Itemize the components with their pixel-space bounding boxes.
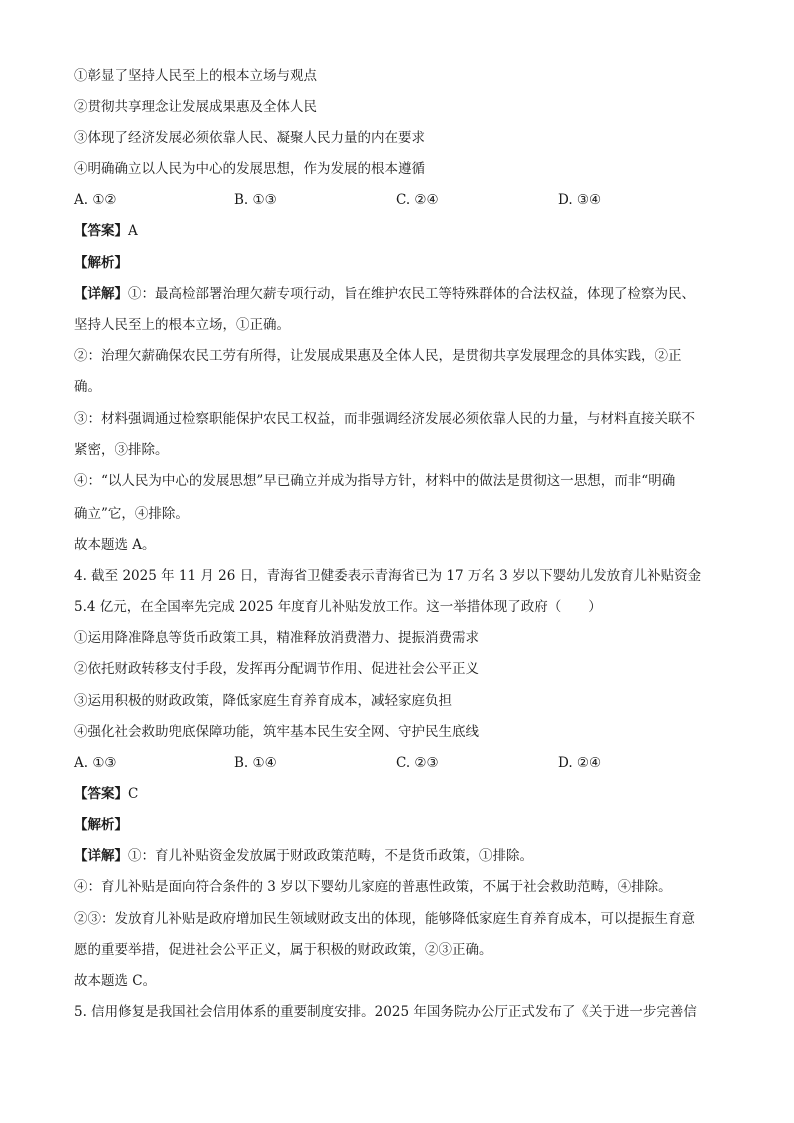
answer-value: C [128,786,139,802]
option-d: D. ②④ [558,755,602,771]
statement-3: ③运用积极的财政政策，降低家庭生育养育成本，减轻家庭负担 [74,693,452,709]
detail-text: ①：最高检部署治理欠薪专项行动，旨在维护农民工等特殊群体的合法权益，体现了检察为民、 [128,286,695,302]
detail-text: ③：材料强调通过检察职能保护农民工权益，而非强调经济发展必须依靠人民的力量，与材料直接关联不 [74,411,695,427]
conclusion: 故本题选 A。 [74,537,156,553]
statement-1: ①彰显了坚持人民至上的根本立场与观点 [74,68,317,84]
statement-4: ④强化社会救助兜底保障功能，筑牢基本民生安全网、守护民生底线 [74,724,479,740]
detail-text: 紧密，③排除。 [74,442,169,458]
detail-text: 坚持人民至上的根本立场，①正确。 [74,317,290,333]
question-stem: 5. 信用修复是我国社会信用体系的重要制度安排。2025 年国务院办公厅正式发布了《关于进一步完善信 [74,1004,697,1020]
answer-value: A [128,223,138,239]
statement-2: ②依托财政转移支付手段，发挥再分配调节作用、促进社会公平正义 [74,661,479,677]
detail-text: ②③：发放育儿补贴是政府增加民生领域财政支出的体现，能够降低家庭生育养育成本，可以提振生育意 [74,911,695,927]
detail-text: 愿的重要举措，促进社会公平正义，属于积极的财政政策，②③正确。 [74,942,493,958]
answer-line [74,784,724,804]
option-c: C. ②③ [396,755,439,771]
option-d: D. ③④ [558,192,602,208]
answer-label: 【答案】 [74,223,128,239]
detail-text: 确。 [74,379,101,395]
answer-label: 【答案】 [74,786,128,802]
option-b: B. ①③ [234,192,277,208]
statement-1: ①运用降准降息等货币政策工具，精准释放消费潜力、提振消费需求 [74,630,479,646]
question-stem: 4. 截至 2025 年 11 月 26 日，青海省卫健委表示青海省已为 17 万名 3 岁以下婴幼儿发放育儿补贴资金 [74,568,702,584]
statement-2: ②贯彻共享理念让发展成果惠及全体人民 [74,99,317,115]
option-b: B. ①④ [234,755,277,771]
options-row [74,190,724,210]
detail-line [74,284,724,304]
option-a: A. ①③ [74,755,117,771]
detail-text: ②：治理欠薪确保农民工劳有所得，让发展成果惠及全体人民，是贯彻共享发展理念的具体实践，②正 [74,348,682,364]
detail-text: ④：“以人民为中心的发展思想”早已确立并成为指导方针，材料中的做法是贯彻这一思想，而非“明确 [74,473,676,489]
detail-line [74,846,724,866]
detail-text: 确立”它，④排除。 [74,506,189,522]
options-row [74,753,724,773]
analysis-label: 【解析】 [74,817,128,833]
detail-text: ①：育儿补贴资金发放属于财政政策范畴，不是货币政策，①排除。 [128,848,533,864]
detail-text: ④：育儿补贴是面向符合条件的 3 岁以下婴幼儿家庭的普惠性政策，不属于社会救助范畴，④排除。 [74,879,672,895]
question-stem: 5.4 亿元，在全国率先完成 2025 年度育儿补贴发放工作。这一举措体现了政府（ ） [74,599,602,615]
conclusion: 故本题选 C。 [74,973,157,989]
statement-4: ④明确确立以人民为中心的发展思想，作为发展的根本遵循 [74,161,425,177]
statement-3: ③体现了经济发展必须依靠人民、凝聚人民力量的内在要求 [74,130,425,146]
option-c: C. ②④ [396,192,439,208]
option-a: A. ①② [74,192,117,208]
detail-label: 【详解】 [74,848,128,864]
detail-label: 【详解】 [74,286,128,302]
analysis-label: 【解析】 [74,255,128,271]
answer-line [74,221,724,241]
